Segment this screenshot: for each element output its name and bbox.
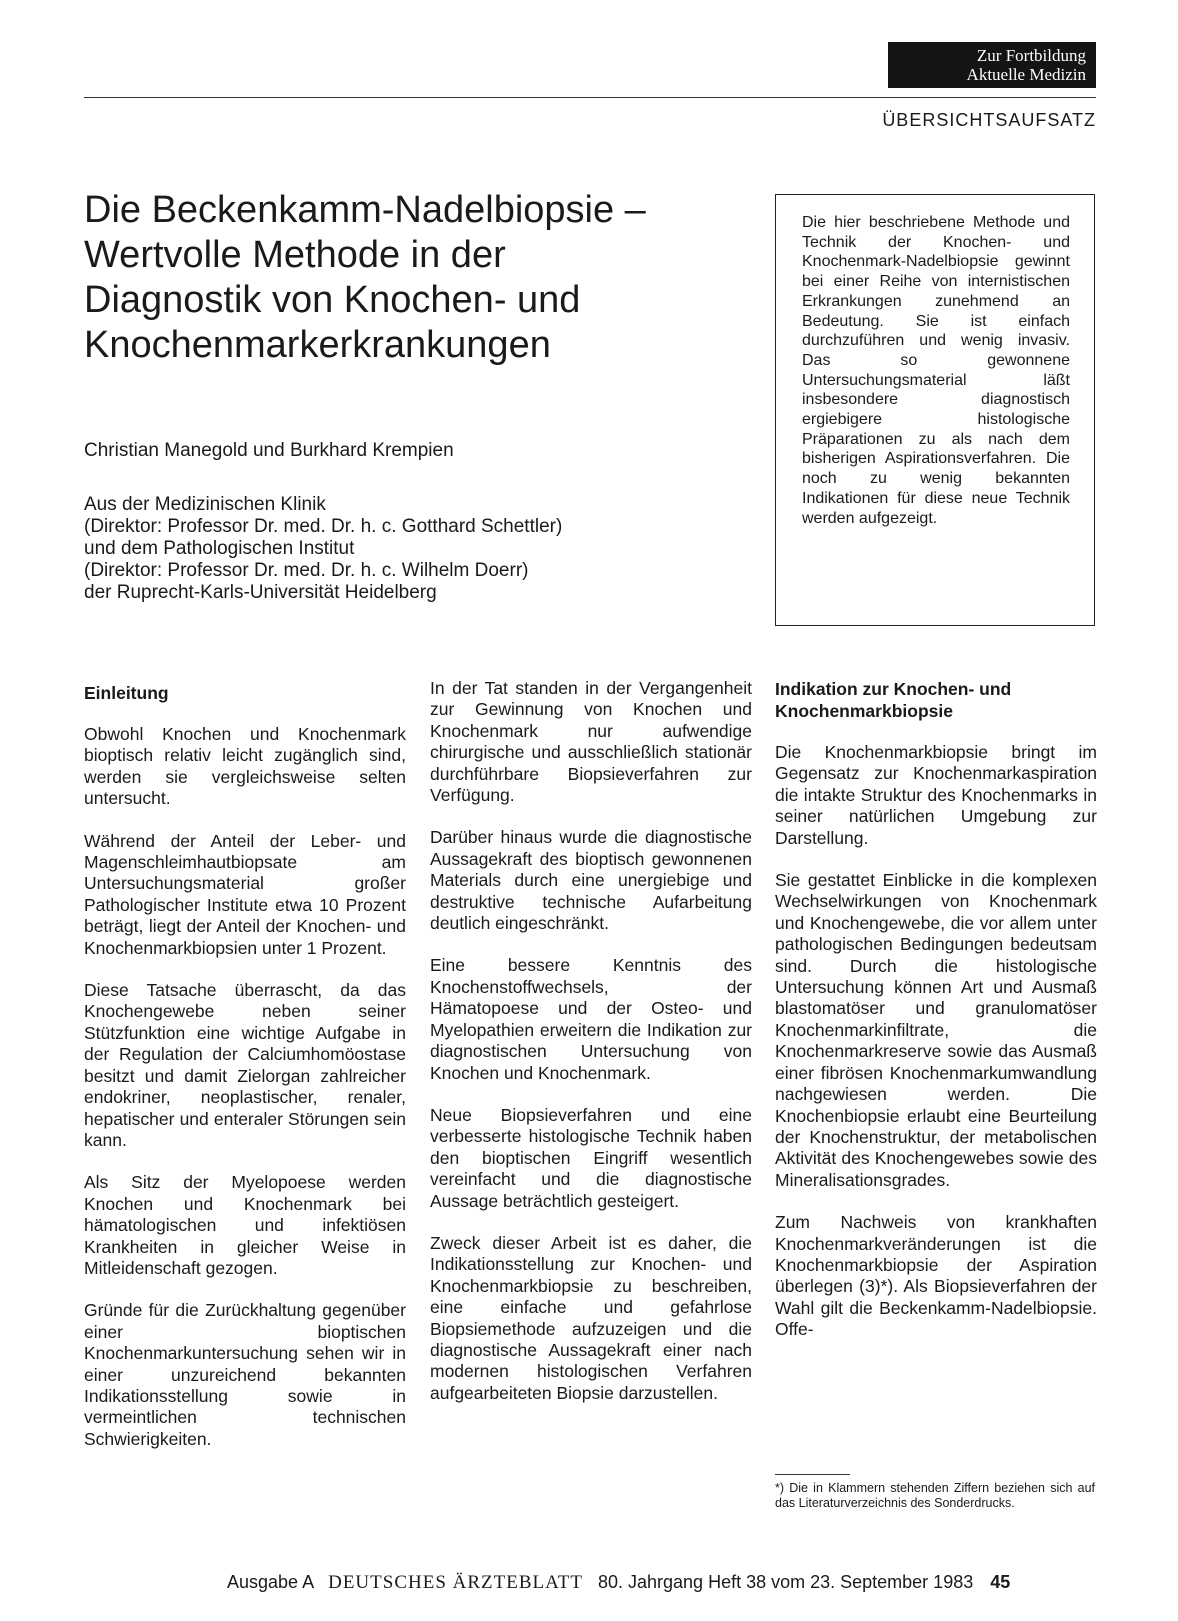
paragraph: Zum Nachweis von krankhaften Knochenmarkveränderungen ist die Knochenmarkbiopsie der Aspiration überlegen (3)*). Als Biopsieverfahren der Wahl gilt die Beckenkamm-Nadelbiopsie. Offe- — [775, 1212, 1097, 1340]
section-heading-einleitung: Einleitung — [84, 683, 169, 703]
page-number: 45 — [990, 1572, 1011, 1592]
paragraph: Als Sitz der Myelopoese werden Knochen und Knochenmark bei hämatologischen und infektiösen Krankheiten in gleicher Weise in Mitleidenschaft gezogen. — [84, 1172, 406, 1278]
paragraph: Diese Tatsache überrascht, da das Knochengewebe neben seiner Stützfunktion eine wichtige Aufgabe in der Regulation der Calciumhomöostase besitzt und damit Zielorgan zahlreicher endokriner, neoplastischer, renaler, hepatischer und enteraler Störungen sein kann. — [84, 980, 406, 1150]
affiliation-line: Aus der Medizinischen Klinik — [84, 494, 326, 515]
footnote: *) Die in Klammern stehenden Ziffern beziehen sich auf das Literaturverzeichnis des Sonderdrucks. — [775, 1481, 1095, 1510]
paragraph: Die Knochenmarkbiopsie bringt im Gegensatz zur Knochenmarkaspiration die intakte Struktur des Knochenmarks in seiner natürlichen Umgebung zur Darstellung. — [775, 742, 1097, 848]
authors: Christian Manegold und Burkhard Krempien — [84, 440, 454, 461]
column-3 — [775, 678, 1097, 1362]
title-line: Knochenmarkerkrankungen — [84, 324, 551, 366]
journal-name: DEUTSCHES ÄRZTEBLATT — [328, 1572, 583, 1593]
page-footer — [227, 1572, 1010, 1594]
section-heading-indikation: Indikation zur Knochen- und Knochenmarkbiopsie — [775, 679, 1012, 721]
edition: Ausgabe A — [227, 1572, 314, 1592]
affiliation-line: (Direktor: Professor Dr. med. Dr. h. c. Wilhelm Doerr) — [84, 560, 529, 581]
affiliation-line: der Ruprecht-Karls-Universität Heidelberg — [84, 582, 437, 603]
column-2 — [430, 678, 752, 1425]
paragraph: Gründe für die Zurückhaltung gegenüber einer bioptischen Knochenmarkuntersuchung sehen wir in einer unzureichend bekannten Indikationsstellung sowie in vermeintlichen technischen Schwierigkeiten. — [84, 1300, 406, 1449]
paragraph: Eine bessere Kenntnis des Knochenstoffwechsels, der Hämatopoese und der Osteo- und Myelopathien erweitern die Indikation zur diagnostischen Untersuchung von Knochen und Knochenmark. — [430, 955, 752, 1083]
section-badge — [888, 42, 1096, 88]
badge-line-1: Zur Fortbildung — [976, 46, 1086, 65]
footnote-rule — [775, 1474, 850, 1475]
paragraph: Obwohl Knochen und Knochenmark bioptisch relativ leicht zugänglich sind, werden sie vergleichsweise selten untersucht. — [84, 724, 406, 809]
abstract-box — [775, 194, 1095, 626]
affiliation-line: (Direktor: Professor Dr. med. Dr. h. c. Gotthard Schettler) — [84, 516, 563, 537]
title-line: Diagnostik von Knochen- und — [84, 279, 581, 321]
paragraph: Zweck dieser Arbeit ist es daher, die Indikationsstellung zur Knochen- und Knochenmarkbiopsie zu beschreiben, eine einfache und gefahrlose Biopsiemethode aufzuzeigen und die diagnostische Aussagekraft einer nach modernen histologischen Verfahren aufgearbeiteten Biopsie darzustellen. — [430, 1232, 752, 1403]
abstract-text: Die hier beschriebene Methode und Technik der Knochen- und Knochenmark-Nadelbiopsie gewinnt bei einer Reihe von internistischen Erkrankungen zunehmend an Bedeutung. Sie ist einfach durchzuführen und wenig invasiv. Das so gewonnene Untersuchungsmaterial läßt insbesondere diagnostisch ergiebigere histologische Präparationen zu als nach dem bisherigen Aspirationsverfahren. Die noch zu wenig bekannten Indikationen für diese neue Technik werden aufgezeigt. — [802, 214, 1070, 527]
paragraph: Darüber hinaus wurde die diagnostische Aussagekraft des bioptisch gewonnenen Materials durch eine unergiebige und destruktive technische Aufarbeitung deutlich eingeschränkt. — [430, 827, 752, 934]
paragraph: Neue Biopsieverfahren und eine verbesserte histologische Technik haben den bioptischen Eingriff wesentlich vereinfacht und die diagnostische Aussage beträchtlich gesteigert. — [430, 1104, 752, 1211]
paragraph: In der Tat standen in der Vergangenheit zur Gewinnung von Knochen und Knochenmark nur aufwendige chirurgische und ausschließlich stationär durchführbare Biopsieverfahren zur Verfügung. — [430, 678, 752, 806]
affiliation — [84, 494, 744, 604]
paragraph: Sie gestattet Einblicke in die komplexen Wechselwirkungen von Knochenmark und Knochengewebe, die vor allem unter pathologischen Bedingungen bedeutsam sind. Durch die histologische Untersuchung können Art und Ausmaß blastomatöser und granulomatöser Knochenmarkinfiltrate, die Knochenmarkreserve sowie das Ausmaß einer fibrösen Knochenmarkumwandlung nachgewiesen werden. Die Knochenbiopsie erlaubt eine Beurteilung der Knochenstruktur, der metabolischen Aktivität des Knochengewebes sowie des Mineralisationsgrades. — [775, 870, 1097, 1190]
title-line: Wertvolle Methode in der — [84, 234, 506, 276]
article-title — [84, 188, 724, 368]
affiliation-line: und dem Pathologischen Institut — [84, 538, 355, 559]
issue-info: 80. Jahrgang Heft 38 vom 23. September 1983 — [597, 1572, 974, 1592]
badge-line-2: Aktuelle Medizin — [966, 65, 1086, 84]
paragraph: Während der Anteil der Leber- und Magenschleimhautbiopsate am Untersuchungsmaterial großer Pathologischer Institute etwa 10 Prozent beträgt, liegt der Anteil der Knochen- und Knochenmarkbiopsien unter 1 Prozent. — [84, 830, 406, 958]
column-1 — [84, 682, 406, 1471]
header-rule — [84, 97, 1096, 98]
title-line: Die Beckenkamm-Nadelbiopsie – — [84, 189, 646, 231]
section-label: ÜBERSICHTSAUFSATZ — [882, 110, 1096, 130]
